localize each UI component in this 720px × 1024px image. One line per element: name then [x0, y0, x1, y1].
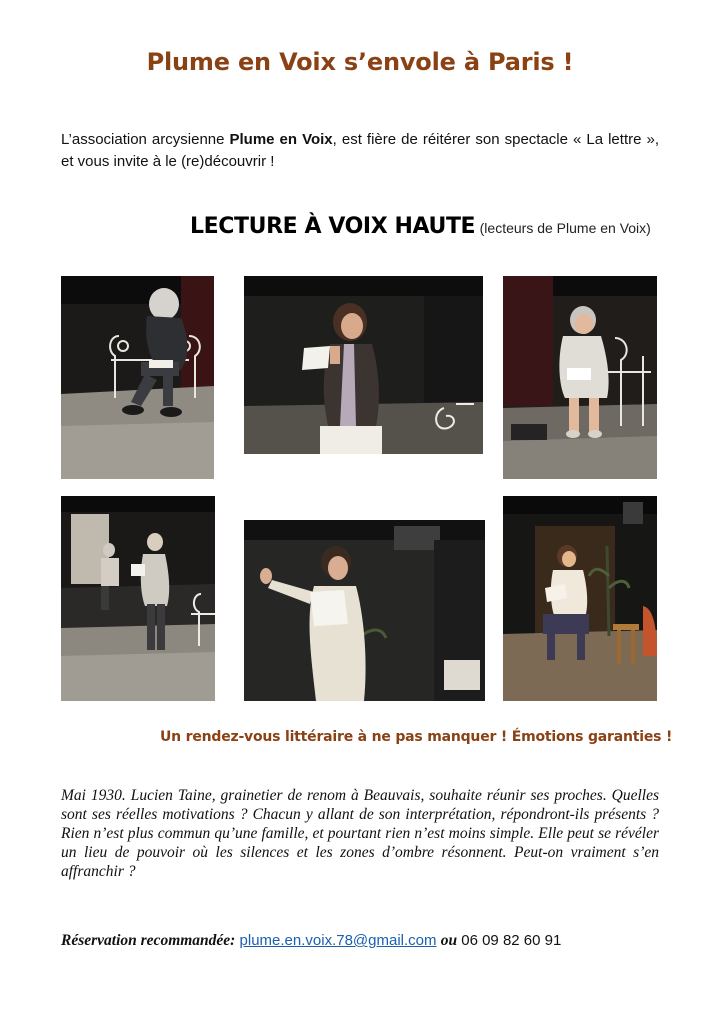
- lecture-heading: [190, 214, 660, 239]
- reservation-label: Réservation recommandée:: [61, 932, 236, 949]
- reservation-line: [61, 932, 661, 950]
- synopsis-paragraph: Mai 1930. Lucien Taine, grainetier de renom à Beauvais, souhaite réunir ses proches. Quelles sont ses réelles motivations ? Chacun y allant de son interprétation, répondront-ils présents ? Rien n’est plus commun qu’une famille, et pourtant rien n’est moins simple. Elle peut se révéler un lieu de pouvoir où les silences et les zones d’ombre résonnent. Peut-on vraiment s’en affranchir ?: [61, 787, 659, 880]
- photo-reader-seated-light-dress: [503, 276, 657, 479]
- reservation-email-link[interactable]: plume.en.voix.78@gmail.com: [239, 932, 437, 949]
- photo-two-readers-stage: [61, 496, 215, 701]
- photo-reader-gesturing: [244, 520, 485, 701]
- photo-reader-standing-papers: [244, 276, 483, 454]
- intro-paragraph: [61, 129, 659, 173]
- reservation-or: ou: [440, 932, 458, 949]
- photo-reader-seated-grey-hair: [61, 276, 214, 479]
- lecture-title: LECTURE À VOIX HAUTE: [190, 214, 476, 239]
- reservation-phone: 06 09 82 60 91: [461, 932, 562, 949]
- org-name: Plume en Voix: [229, 131, 333, 148]
- lecture-subtitle: (lecteurs de Plume en Voix): [479, 220, 651, 236]
- intro-text-before: L’association arcysienne: [61, 131, 230, 148]
- tagline: Un rendez-vous littéraire à ne pas manquer ! Émotions garanties !: [160, 729, 673, 745]
- page-title: Plume en Voix s’envole à Paris !: [146, 48, 574, 76]
- photo-reader-seated-warm-light: [503, 496, 657, 701]
- intro-text-after: , est fière de réitérer son spectacle « La lettre », et vous invite à le (re)découvrir !: [61, 131, 659, 170]
